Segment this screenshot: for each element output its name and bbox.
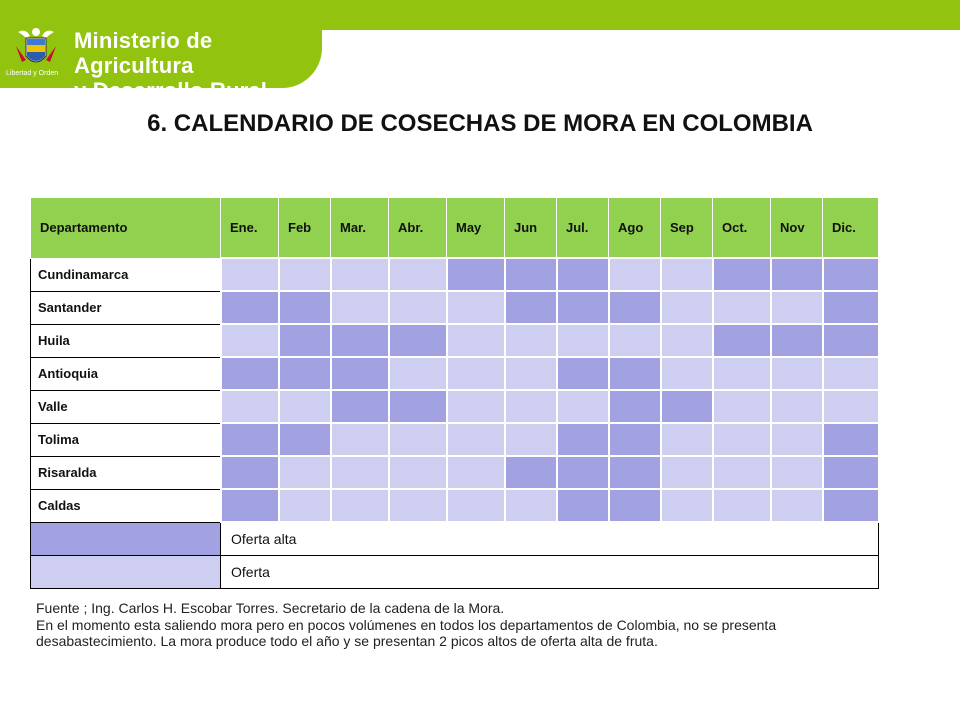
harvest-cell-oferta [505, 390, 557, 423]
harvest-cell-oferta [447, 324, 505, 357]
harvest-cell-oferta-alta [609, 423, 661, 456]
table-row [31, 456, 879, 489]
ministry-name-line2: y Desarrollo Rural [74, 78, 268, 103]
harvest-cell-oferta [713, 489, 771, 522]
harvest-cell-oferta [331, 423, 389, 456]
harvest-cell-oferta [713, 357, 771, 390]
harvest-cell-oferta [505, 423, 557, 456]
harvest-cell-oferta [661, 357, 713, 390]
legend-swatch [31, 556, 221, 589]
department-name: Tolima [31, 423, 221, 456]
harvest-cell-oferta-alta [447, 258, 505, 291]
column-header-month: Nov [771, 198, 823, 259]
harvest-cell-oferta [661, 258, 713, 291]
harvest-cell-oferta [447, 357, 505, 390]
harvest-cell-oferta-alta [661, 390, 713, 423]
harvest-cell-oferta [279, 390, 331, 423]
harvest-cell-oferta [447, 456, 505, 489]
harvest-cell-oferta-alta [609, 390, 661, 423]
legend-swatch [31, 522, 221, 556]
harvest-cell-oferta-alta [557, 489, 609, 522]
harvest-cell-oferta [331, 258, 389, 291]
harvest-cell-oferta-alta [389, 324, 447, 357]
department-name: Risaralda [31, 456, 221, 489]
department-name: Huila [31, 324, 221, 357]
harvest-cell-oferta-alta [823, 258, 879, 291]
harvest-cell-oferta [221, 390, 279, 423]
harvest-cell-oferta [279, 258, 331, 291]
coat-of-arms-icon [12, 26, 60, 70]
harvest-cell-oferta [661, 423, 713, 456]
department-name: Antioquia [31, 357, 221, 390]
harvest-calendar-table [30, 197, 880, 589]
note-line: desabastecimiento. La mora produce todo el año y se presentan 2 picos altos de oferta alta de fruta. [36, 633, 658, 649]
department-name: Santander [31, 291, 221, 324]
harvest-cell-oferta [389, 423, 447, 456]
column-header-month: Ene. [221, 198, 279, 259]
department-name: Cundinamarca [31, 258, 221, 291]
harvest-cell-oferta-alta [823, 456, 879, 489]
column-header-departamento: Departamento [31, 198, 221, 259]
harvest-cell-oferta-alta [557, 357, 609, 390]
harvest-cell-oferta [557, 324, 609, 357]
harvest-cell-oferta-alta [823, 291, 879, 324]
table-row [31, 489, 879, 522]
harvest-cell-oferta [331, 456, 389, 489]
harvest-cell-oferta [661, 324, 713, 357]
crest-caption: Libertad y Orden [6, 70, 59, 77]
harvest-cell-oferta-alta [823, 324, 879, 357]
harvest-cell-oferta [389, 456, 447, 489]
harvest-cell-oferta [389, 489, 447, 522]
harvest-cell-oferta [823, 357, 879, 390]
legend-label: Oferta [221, 556, 879, 589]
harvest-cell-oferta-alta [713, 324, 771, 357]
ministry-name [74, 28, 322, 103]
harvest-cell-oferta-alta [331, 357, 389, 390]
harvest-cell-oferta [771, 489, 823, 522]
harvest-cell-oferta [609, 258, 661, 291]
harvest-cell-oferta-alta [505, 258, 557, 291]
harvest-cell-oferta-alta [823, 423, 879, 456]
harvest-cell-oferta [279, 456, 331, 489]
harvest-cell-oferta-alta [771, 324, 823, 357]
harvest-cell-oferta [505, 324, 557, 357]
harvest-cell-oferta [447, 423, 505, 456]
harvest-cell-oferta-alta [279, 324, 331, 357]
harvest-cell-oferta-alta [557, 456, 609, 489]
harvest-cell-oferta-alta [221, 423, 279, 456]
column-header-month: Mar. [331, 198, 389, 259]
table-header-row [31, 198, 879, 259]
harvest-cell-oferta [713, 456, 771, 489]
harvest-cell-oferta [447, 489, 505, 522]
harvest-cell-oferta [771, 456, 823, 489]
harvest-cell-oferta-alta [389, 390, 447, 423]
harvest-cell-oferta-alta [609, 357, 661, 390]
column-header-month: Feb [279, 198, 331, 259]
column-header-month: Jul. [557, 198, 609, 259]
harvest-cell-oferta [505, 357, 557, 390]
harvest-cell-oferta-alta [279, 357, 331, 390]
harvest-cell-oferta [447, 291, 505, 324]
table-row [31, 258, 879, 291]
table-row [31, 390, 879, 423]
harvest-cell-oferta [609, 324, 661, 357]
harvest-cell-oferta-alta [713, 258, 771, 291]
harvest-cell-oferta-alta [331, 324, 389, 357]
column-header-month: May [447, 198, 505, 259]
harvest-cell-oferta-alta [557, 258, 609, 291]
harvest-cell-oferta [823, 390, 879, 423]
harvest-cell-oferta [505, 489, 557, 522]
column-header-month: Ago [609, 198, 661, 259]
harvest-cell-oferta [331, 291, 389, 324]
harvest-cell-oferta-alta [609, 456, 661, 489]
harvest-cell-oferta-alta [505, 291, 557, 324]
harvest-cell-oferta-alta [221, 291, 279, 324]
harvest-cell-oferta [661, 489, 713, 522]
harvest-cell-oferta [447, 390, 505, 423]
harvest-cell-oferta [771, 423, 823, 456]
ministry-logo-tab [0, 0, 322, 103]
table-row [31, 324, 879, 357]
table-row [31, 423, 879, 456]
harvest-cell-oferta [771, 390, 823, 423]
harvest-cell-oferta [389, 258, 447, 291]
harvest-cell-oferta-alta [331, 390, 389, 423]
harvest-cell-oferta [661, 291, 713, 324]
page-title: 6. CALENDARIO DE COSECHAS DE MORA EN COLOMBIA [147, 110, 813, 137]
harvest-cell-oferta-alta [557, 291, 609, 324]
column-header-month: Oct. [713, 198, 771, 259]
harvest-cell-oferta [389, 291, 447, 324]
source-line: Fuente ; Ing. Carlos H. Escobar Torres. Secretario de la cadena de la Mora. [36, 600, 505, 616]
harvest-cell-oferta-alta [279, 291, 331, 324]
harvest-cell-oferta-alta [221, 456, 279, 489]
harvest-cell-oferta-alta [505, 456, 557, 489]
harvest-cell-oferta-alta [609, 291, 661, 324]
source-note [36, 600, 916, 650]
table-row [31, 291, 879, 324]
harvest-cell-oferta [221, 258, 279, 291]
legend-row [31, 522, 879, 556]
table-row [31, 357, 879, 390]
harvest-cell-oferta-alta [221, 357, 279, 390]
harvest-cell-oferta [557, 390, 609, 423]
harvest-cell-oferta [221, 324, 279, 357]
department-name: Caldas [31, 489, 221, 522]
harvest-cell-oferta [713, 291, 771, 324]
harvest-cell-oferta-alta [609, 489, 661, 522]
harvest-cell-oferta [661, 456, 713, 489]
harvest-cell-oferta [389, 357, 447, 390]
harvest-cell-oferta-alta [279, 423, 331, 456]
department-name: Valle [31, 390, 221, 423]
harvest-cell-oferta-alta [771, 258, 823, 291]
harvest-cell-oferta [771, 291, 823, 324]
harvest-cell-oferta-alta [221, 489, 279, 522]
harvest-cell-oferta-alta [557, 423, 609, 456]
legend-label: Oferta alta [221, 522, 879, 556]
column-header-month: Sep [661, 198, 713, 259]
harvest-cell-oferta [279, 489, 331, 522]
column-header-month: Dic. [823, 198, 879, 259]
harvest-cell-oferta [771, 357, 823, 390]
harvest-cell-oferta [713, 423, 771, 456]
harvest-cell-oferta [713, 390, 771, 423]
legend-row [31, 556, 879, 589]
ministry-name-line1: Ministerio de Agricultura [74, 28, 213, 78]
note-line: En el momento esta saliendo mora pero en pocos volúmenes en todos los departamentos de Colombia, no se presenta [36, 616, 777, 633]
harvest-cell-oferta-alta [823, 489, 879, 522]
column-header-month: Abr. [389, 198, 447, 259]
column-header-month: Jun [505, 198, 557, 259]
harvest-cell-oferta [331, 489, 389, 522]
